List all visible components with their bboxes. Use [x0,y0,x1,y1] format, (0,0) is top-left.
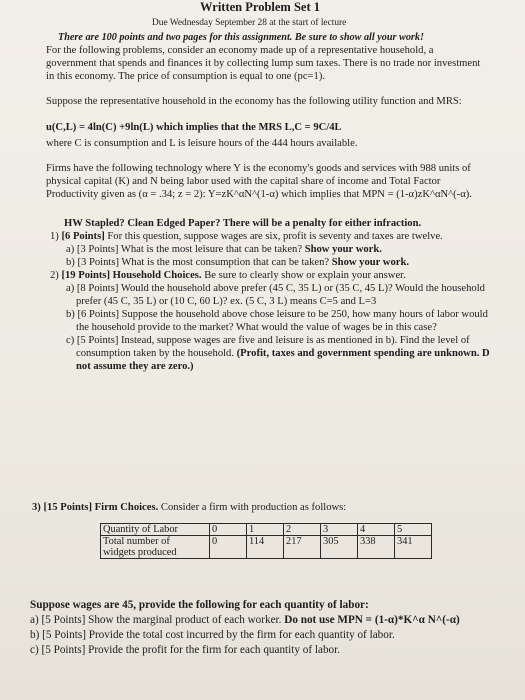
intro-line-3: in this economy. The price of consumption is equal to one (pc=1). [46,71,325,82]
q3-text: Consider a firm with production as follows: [158,502,347,513]
assignment-notice: There are 100 points and two pages for this assignment. Be sure to show all your work! [58,32,424,43]
q3-part-c: c) [5 Points] Provide the profit for the firm for each quantity of labor. [30,644,341,656]
table-cell: 0 [210,536,247,559]
q3-part-a: a) [5 Points] Show the marginal product of each worker. Do not use MPN = (1-α)*K^α N^(-α) [30,614,460,626]
table-cell: 305 [321,536,358,559]
page-title: Written Problem Set 1 [200,0,321,14]
table-cell: 217 [284,536,321,559]
q2-part-a-line-2: prefer (45 C, 35 L) or (10 C, 60 L)? ex. (5 C, 3 L) means C=5 and L=3 [76,296,377,307]
q3-number: 3) [32,502,41,513]
table-row-label: Quantity of Labor [101,524,210,536]
q3-points: [15 Points] Firm Choices. [43,502,159,513]
production-table [100,523,432,559]
q2-number: 2) [50,270,59,281]
table-cell: 5 [395,524,432,536]
due-date: Due Wednesday September 28 at the start of lecture [152,18,347,28]
q2-part-c-line-1: c) [5 Points] Instead, suppose wages are five and leisure is as mentioned in b). Find the level of [66,335,470,346]
table-row-label: Total number of widgets produced [101,536,210,559]
household-definitions: where C is consumption and L is leisure hours of the 444 hours available. [46,138,358,149]
intro-line-2: government that spends and finances it by collecting lump sum taxes. There is no trade nor investment [46,58,481,69]
q1-text: For this question, suppose wages are six, profit is seventy and taxes are twelve. [104,231,443,242]
q2-header [50,269,406,282]
firms-line-2: physical capital (K) and N being labor used with the capital share of income and Total Factor [46,176,441,187]
table-cell: 3 [321,524,358,536]
firms-line-3: Productivity given as (α = .34; z = 2): Y=zK^αN^(1-α) which implies that MPN = (1-α)zK^αN^(-α). [46,189,472,200]
table-cell: 0 [210,524,247,536]
table-cell: 341 [395,536,432,559]
q1-number: 1) [50,231,59,242]
q2-text: Be sure to clearly show or explain your answer. [201,270,406,281]
q2-part-b-line-2: the household provide to the market? What would the value of wages be in this case? [76,322,437,333]
q3-header [32,501,346,514]
table-row-labor [101,524,432,536]
wages-prompt: Suppose wages are 45, provide the following for each quantity of labor: [30,599,369,611]
table-cell: 2 [284,524,321,536]
q2-part-b-line-1: b) [6 Points] Suppose the household above chose leisure to be 250, how many hours of labor would [66,309,488,320]
household-intro: Suppose the representative household in the economy has the following utility function and MRS: [46,96,462,107]
q1-part-b: b) [3 Points] What is the most consumption that can be taken? Show your work. [66,257,409,268]
q2-part-a-line-1: a) [8 Points] Would the household above prefer (45 C, 35 L) or (35 C, 45 L)? Would the household [66,283,485,294]
q1-header [50,230,443,243]
q2-part-c-line-3: not assume they are zero.) [76,361,194,372]
q1-part-a: a) [3 Points] What is the most leisure that can be taken? Show your work. [66,244,382,255]
table-cell: 338 [358,536,395,559]
table-cell: 114 [247,536,284,559]
utility-function: u(C,L) = 4ln(C) +9ln(L) which implies that the MRS L,C = 9C/4L [46,122,342,133]
q2-part-c-line-2: consumption taken by the household. (Profit, taxes and government spending are unknown. D [76,348,490,359]
table-cell: 4 [358,524,395,536]
table-cell: 1 [247,524,284,536]
intro-line-1: For the following problems, consider an economy made up of a representative household, a [46,45,434,56]
q2-points: [19 Points] Household Choices. [61,270,202,281]
q1-points: [6 Points] [61,231,105,242]
firms-line-1: Firms have the following technology where Y is the economy's goods and services with 988 units of [46,163,471,174]
stapled-warning: HW Stapled? Clean Edged Paper? There will be a penalty for either infraction. [64,218,422,229]
table-row-widgets [101,536,432,559]
q3-part-b: b) [5 Points] Provide the total cost incurred by the firm for each quantity of labor. [30,629,395,641]
